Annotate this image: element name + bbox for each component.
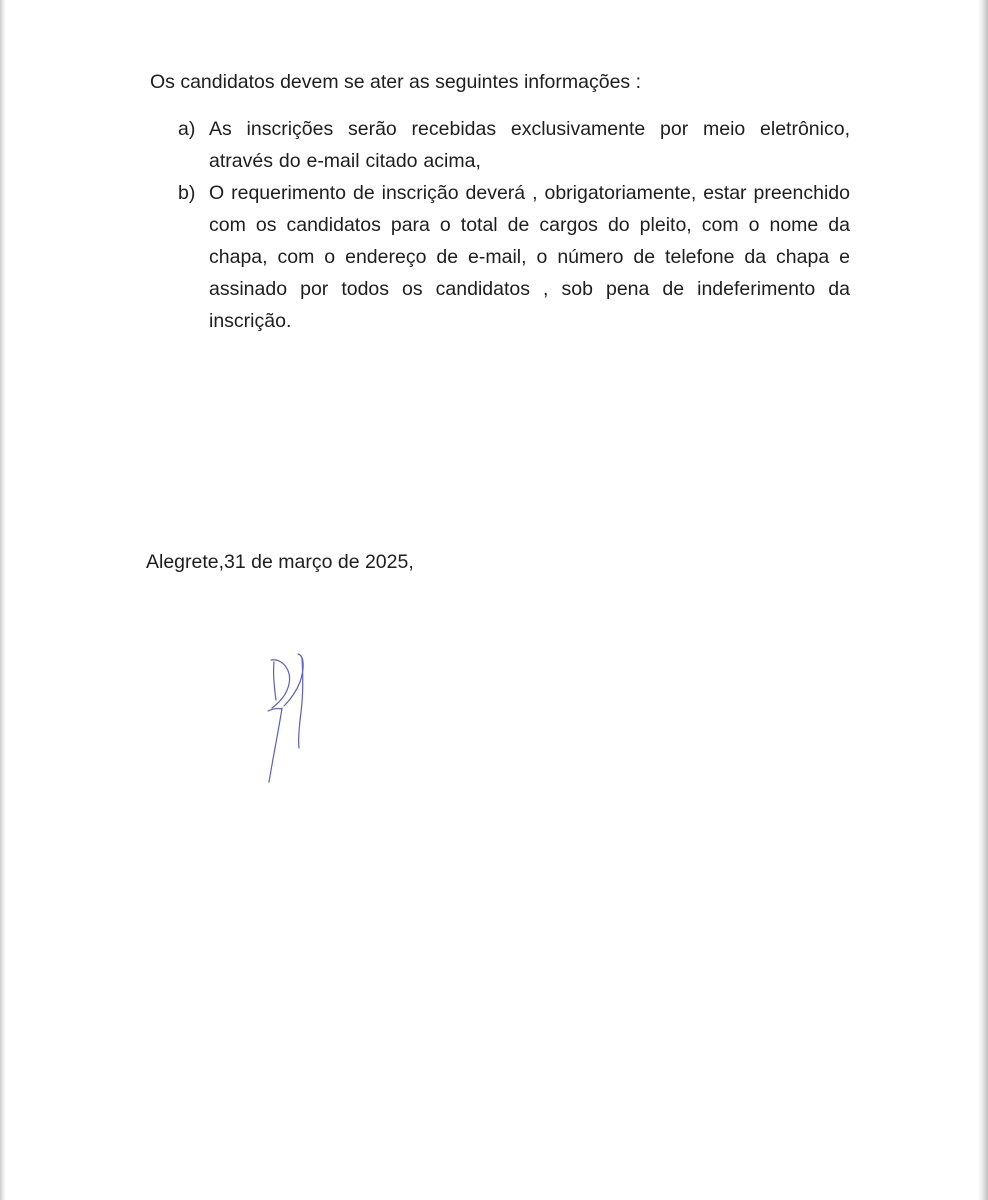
list-item-marker: a) xyxy=(178,118,196,140)
list-item-a xyxy=(178,113,850,177)
handwritten-signature xyxy=(258,648,328,788)
date-line: Alegrete,31 de março de 2025, xyxy=(146,551,414,573)
intro-paragraph: Os candidatos devem se ater as seguintes informações : xyxy=(150,71,642,93)
list-item-text: O requerimento de inscrição deverá , obrigatoriamente, estar preenchido com os candidatos para o total de cargos do pleito, com o nome da chapa, com o endereço de e-mail, o número de telefone da chapa e assinado por todos os candidatos , sob pena de indeferimento da inscrição. xyxy=(209,182,850,332)
page-left-edge-shadow xyxy=(0,0,6,1200)
page-right-edge-shadow xyxy=(978,0,988,1200)
list-item-marker: b) xyxy=(178,182,196,204)
list-item-text: As inscrições serão recebidas exclusivamente por meio eletrônico, através do e-mail citado acima, xyxy=(209,118,850,172)
list-item-b xyxy=(178,177,850,337)
